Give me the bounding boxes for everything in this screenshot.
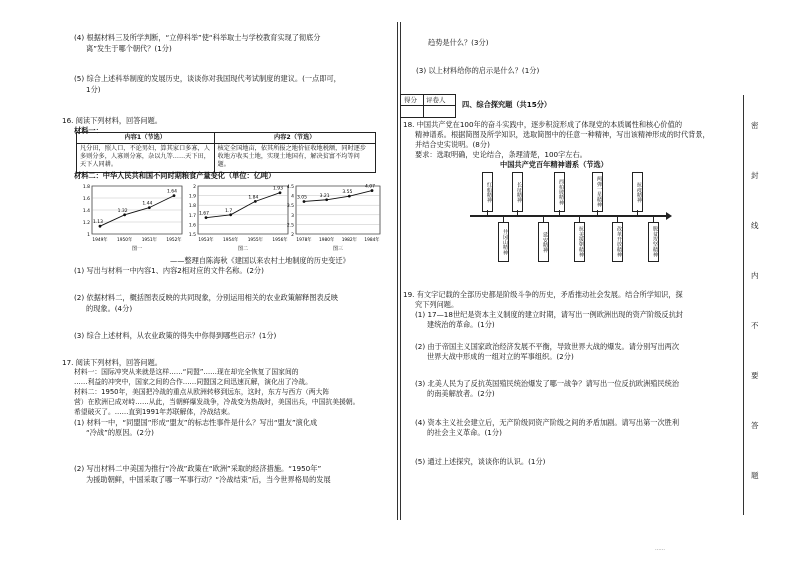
table-header-1: 内容1（节选） <box>77 133 215 144</box>
m17-1b: ……利益的冲突中，国家之间的合作……同盟国之间迅速瓦解，演化出了冷战。 <box>74 378 312 386</box>
score-label: 得分 <box>404 96 417 104</box>
spirit-connector <box>559 210 560 215</box>
m17-2: 材料二：1950年，美国把冷战的重点从欧洲转移到远东，这时，东方与西方（两大阵 <box>74 388 330 396</box>
y-tick-label: 1.8 <box>188 204 196 210</box>
data-label: 1.44 <box>142 201 153 207</box>
seal-char: 题 <box>751 471 759 480</box>
data-label: 1.7 <box>225 208 233 214</box>
q18b: 精神谱系。根据简图及所学知识，选取简图中的任意一种精神，写出该精神形成的时代背景， <box>415 130 710 139</box>
section-title: 四、综合探究题（共15分） <box>462 100 552 109</box>
y-tick-label: 1 <box>87 233 90 238</box>
series-line <box>100 196 174 227</box>
spirit-connector <box>487 210 488 215</box>
spirit-connector <box>637 210 638 215</box>
data-label: 1.32 <box>117 208 128 214</box>
material-2: 材料二：中华人民共和国不同时期粮食产量变化（单位：亿吨） <box>74 171 276 180</box>
plot-frame <box>198 186 288 234</box>
q17-2b: 为援助朝鲜，中国采取了哪一军事行动？“冷战结束”后，当今世界格局的发展 <box>86 475 331 484</box>
seal-char: 线 <box>751 221 759 230</box>
q17-3: (3) 以上材料给你的启示是什么？(1分) <box>416 66 540 75</box>
y-tick-label: 2 <box>291 233 294 238</box>
y-tick-label: 3.5 <box>286 204 294 210</box>
spirit-connector <box>579 216 580 222</box>
q19-3: (3) 北美人民为了反抗英国殖民统治爆发了哪一战争？请写出一位反抗欧洲殖民统治 <box>415 379 680 388</box>
y-tick-label: 1.6 <box>188 223 196 229</box>
q16-2b: 的现象。(4分) <box>86 304 133 313</box>
data-label: 1.64 <box>166 189 178 195</box>
data-point <box>303 200 306 203</box>
spirit-top-3: 两弹一星精神 <box>592 172 603 212</box>
x-tick-label: 1954年 <box>223 238 239 243</box>
spirit-connector <box>653 216 654 222</box>
spirit-bottom-1: 延安精神 <box>538 222 549 262</box>
q19-2b: 世界大战中形成的一组对立的军事组织。(2分) <box>427 352 574 361</box>
y-tick-label: 1.7 <box>188 213 196 219</box>
q15-5b: 1分) <box>86 85 101 94</box>
q17-1b: “冷战”的原因。(2分) <box>86 428 154 437</box>
plot-frame <box>296 186 380 234</box>
q16-1: (1) 写出与材料一中内容1、内容2相对应的文件名称。(2分) <box>74 266 264 275</box>
spirit-bottom-3: 改革开放精神 <box>612 222 623 262</box>
data-point <box>325 198 328 201</box>
data-label: 3.21 <box>319 193 330 199</box>
m17-1: 材料一：国际冲突从来就是这样……“同盟”……现在却完全恢复了国家间的 <box>74 368 299 376</box>
chart-caption: 图三 <box>332 246 344 252</box>
y-tick-label: 2.5 <box>286 223 294 229</box>
series-line <box>304 191 372 202</box>
timeline-axis <box>470 215 670 217</box>
spirit-bottom-4: 脱贫攻坚精神 <box>648 222 659 262</box>
y-tick-label: 1.6 <box>82 197 90 202</box>
q15-4: (4) 根据材料三及所学判断，“立停科举”使“科举取士与学校教育实现了彻底分 <box>74 33 321 42</box>
y-tick-label: 1.2 <box>82 221 90 226</box>
data-point <box>279 191 282 194</box>
x-tick-label: 1953年 <box>198 238 214 243</box>
spirit-bottom-0: 井冈山精神 <box>498 222 509 262</box>
data-point <box>205 216 208 219</box>
data-point <box>371 189 374 192</box>
q17-1: (1) 材料一中，“同盟国”形成“盟友”的标志性事件是什么？写出“盟友”演化成 <box>74 418 318 427</box>
chart-2 <box>184 180 292 259</box>
x-tick-label: 1956年 <box>272 238 288 243</box>
data-point <box>148 206 151 209</box>
q17-2: (2) 写出材料二中美国为推行“冷战”政策在“欧洲”采取的经济措施。“1950年” <box>74 464 322 473</box>
spirit-connector <box>503 216 504 222</box>
q19: 19. 有文字记载的全部历史都是阶级斗争的历史，矛盾推动社会发展。结合所学知识，探 <box>403 290 683 299</box>
spirit-connector <box>517 210 518 215</box>
y-tick-label: 4 <box>291 194 294 200</box>
spirit-diagram <box>470 168 670 258</box>
data-point <box>173 194 176 197</box>
x-tick-label: 1955年 <box>247 238 263 243</box>
data-label: 3.05 <box>296 195 308 201</box>
q19-1: (1) 17—18世纪是资本主义制度的建立时期，请写出一例欧洲出现的资产阶级反抗封 <box>415 310 683 319</box>
seal-char: 密 <box>751 121 759 130</box>
seal-char: 内 <box>751 271 759 280</box>
data-point <box>99 225 102 228</box>
material-1: 材料一： <box>74 126 103 135</box>
m17-2b: 营）在欧洲已成对峙……从此，当朝鲜爆发战争，冷战变为热战时，美国出兵，中国抗美援朝。 <box>74 398 360 406</box>
x-tick-label: 1949年 <box>92 238 108 243</box>
x-tick-label: 1952年 <box>166 238 182 243</box>
y-tick-label: 1.4 <box>82 209 90 214</box>
y-tick-label: 2 <box>193 185 196 190</box>
q18: 18. 中国共产党在100年的奋斗实践中，逐步积淀形成了体现党的本质属性和核心价值的 <box>403 120 683 129</box>
q17-title: 17. 阅读下列材料，回答问题。 <box>62 358 162 367</box>
y-tick-label: 4.5 <box>286 185 294 190</box>
q19-5: (5) 通过上述探究，谈谈你的认识。(1分) <box>415 457 546 466</box>
q16-2: (2) 依据材料二，概括图表反映的共同现象，分别运用相关的农业政策解释图表反映 <box>74 293 339 302</box>
m17-2c: 希望破灭了。……直到1991年苏联解体，冷战结束。 <box>74 408 235 416</box>
q16-3: (3) 综合上述材料，从农业政策的得失中你得到哪些启示？(1分) <box>74 331 277 340</box>
y-tick-label: 1.8 <box>82 185 90 190</box>
data-point <box>254 200 257 203</box>
seal-char: 不 <box>751 321 759 330</box>
q18d: 要求：选取明确，史论结合，条理清楚，100字左右。 <box>415 150 587 159</box>
table-header-2: 内容2（节选） <box>214 133 375 144</box>
page-divider <box>397 22 398 520</box>
data-label: 1.93 <box>272 186 284 192</box>
q17-2-cont: 趋势是什么？(3分) <box>428 38 489 47</box>
material-table <box>76 132 376 173</box>
data-label: 3.55 <box>342 190 353 196</box>
q16-title: 16. 阅读下列材料，回答问题。 <box>62 116 162 125</box>
spirit-top-0: 红船精神 <box>482 172 493 212</box>
q18c: 并结合史实说明。(8分) <box>415 140 490 149</box>
q19-4b: 的社会主义革命。(1分) <box>427 428 502 437</box>
data-point <box>229 213 232 216</box>
seal-char: 封 <box>751 171 759 180</box>
q19-4: (4) 资本主义社会建立后，无产阶级同资产阶级之间的矛盾加剧。请写出第一次胜利 <box>415 418 680 427</box>
q19-3b: 的南美解放者。(2分) <box>427 389 495 398</box>
x-tick-label: 1984年 <box>364 238 380 243</box>
diagram-title: 中国共产党百年精神谱系（节选） <box>500 160 608 169</box>
data-label: 1.13 <box>92 220 104 226</box>
spirit-connector <box>597 210 598 215</box>
chart-3 <box>282 180 384 259</box>
footer-mark: …… <box>655 546 665 552</box>
y-tick-label: 1.5 <box>188 233 196 238</box>
score-box <box>400 94 456 118</box>
x-tick-label: 1950年 <box>117 238 133 243</box>
x-tick-label: 1978年 <box>296 238 312 243</box>
spirit-top-1: 长征精神 <box>512 172 523 212</box>
spirit-top-4: 抗疫精神 <box>632 172 643 212</box>
timeline-arrow <box>666 212 672 220</box>
x-tick-label: 1982年 <box>341 238 357 243</box>
data-point <box>123 213 126 216</box>
x-tick-label: 1951年 <box>141 238 157 243</box>
data-point <box>348 195 351 198</box>
spirit-connector <box>617 216 618 222</box>
source-note: ——整理自陈海秋《建国以来农村土地制度的历史变迁》 <box>170 256 350 265</box>
data-label: 4.07 <box>364 184 376 190</box>
x-tick-label: 1980年 <box>319 238 335 243</box>
spirit-top-2: 西柏坡精神 <box>554 172 565 212</box>
data-label: 1.67 <box>198 211 210 217</box>
table-cell-2: 核定全国地亩，依其所报之地价征收地税额，同时逐步收地方收买土地，实现土地国有，解决贫富不均等问题。 <box>214 144 375 173</box>
q19b: 究下列问题。 <box>415 300 459 309</box>
chart-caption: 图二 <box>237 246 249 252</box>
spirit-bottom-2: 抗美援朝精神 <box>574 222 585 262</box>
seal-char: 答 <box>751 421 759 430</box>
q19-1b: 建统治的革命。(1分) <box>427 320 495 329</box>
y-tick-label: 1.9 <box>188 194 196 200</box>
q15-5: (5) 综合上述科举制度的发展历史，谈谈你对我国现代考试制度的建议。(一点即可， <box>74 74 341 83</box>
data-label: 1.84 <box>248 195 259 201</box>
y-tick-label: 3 <box>291 213 294 219</box>
chart-1 <box>78 180 186 259</box>
seal-line <box>743 95 744 515</box>
table-cell-1: 凡分田，照人口，不论男妇，算其家口多寡，人多则分多，人寡则分寡，杂以九等……天下田，天下人同耕。 <box>77 144 215 173</box>
spirit-connector <box>543 216 544 222</box>
seal-char: 要 <box>751 371 759 380</box>
q15-4b: 离”发生于哪个朝代？(1分) <box>86 44 172 53</box>
grader-label: 评卷人 <box>426 96 446 104</box>
chart-caption: 图一 <box>131 246 143 252</box>
q19-2: (2) 由于帝国主义国家政治经济发展不平衡，导致世界大战的爆发。请分别写出两次 <box>415 342 680 351</box>
